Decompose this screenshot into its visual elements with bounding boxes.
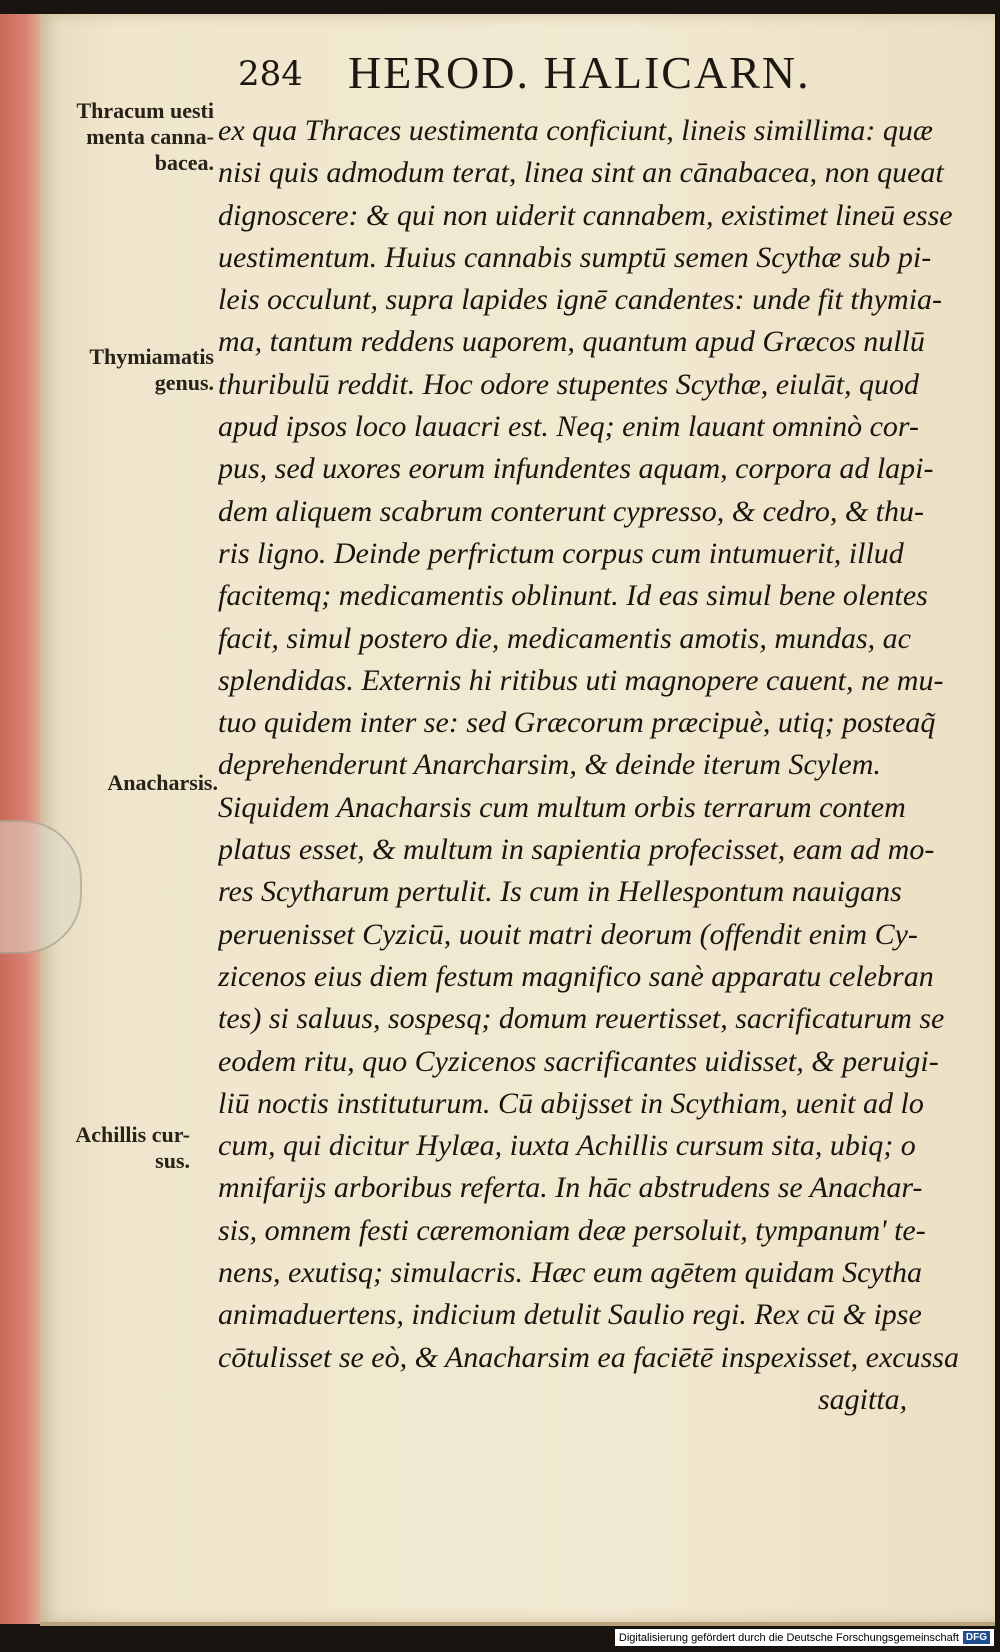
text-line: pus, sed uxores eorum infundentes aquam, corpora ad lapi- <box>218 452 934 486</box>
marginal-note-line: bacea. <box>154 150 214 175</box>
page-header <box>238 46 898 106</box>
footer-text: Digitalisierung gefördert durch die Deutsche Forschungsgemeinschaft <box>618 1631 959 1644</box>
marginal-note-line: Anacharsis. <box>107 770 218 795</box>
marginal-note-line: menta canna- <box>86 124 214 149</box>
text-line: nisi quis admodum terat, linea sint an cānabacea, non queat <box>218 156 944 190</box>
text-line: ex qua Thraces uestimenta conficiunt, lineis simillima: quæ <box>218 114 933 147</box>
text-line: apud ipsos loco lauacri est. Neq; enim lauant omninò cor- <box>218 410 920 444</box>
catchword: sagitta, <box>818 1382 908 1416</box>
marginal-note-line: Thymiamatis <box>89 344 214 369</box>
text-line: cum, qui dicitur Hylæa, iuxta Achillis cursum sita, ubiq; o <box>218 1129 916 1163</box>
text-line: mnifarijs arboribus referta. In hāc abstrudens se Anachar- <box>218 1171 923 1205</box>
text-line: dignoscere: & qui non uiderit cannabem, existimet lineū esse <box>218 198 953 232</box>
text-line: tuo quidem inter se: sed Græcorum præcipuè, utiq; posteaq̃ <box>218 706 936 740</box>
marginal-note <box>54 344 214 396</box>
marginal-note <box>44 1122 190 1174</box>
text-line: animaduertens, indicium detulit Saulio regi. Rex cū & ipse <box>218 1298 922 1332</box>
text-line: thuribulū reddit. Hoc odore stupentes Scythæ, eiulāt, quod <box>218 367 920 401</box>
marginal-note-line: Achillis cur- <box>75 1122 190 1147</box>
text-line: nens, exutisq; simulacris. Hæc eum agētem quidam Scytha <box>218 1256 923 1290</box>
text-line: facit, simul postero die, medicamentis amotis, mundas, ac <box>218 621 911 655</box>
page-number: 284 <box>238 54 303 94</box>
text-line: ris ligno. Deinde perfrictum corpus cum intumuerit, illud <box>218 536 904 570</box>
text-line: deprehenderunt Anarcharsim, & deinde iterum Scylem. <box>218 748 881 782</box>
marginal-note-line: genus. <box>154 370 214 395</box>
text-line: eodem ritu, quo Cyzicenos sacrificantes uidisset, & peruigi- <box>218 1044 939 1078</box>
running-head: HEROD. HALICARN. <box>348 47 811 98</box>
digitization-credit <box>615 1629 994 1646</box>
body-text <box>218 110 978 1421</box>
text-line: Siquidem Anacharsis cum multum orbis terrarum contem <box>218 790 906 824</box>
text-line: sis, omnem festi cæremoniam deæ persoluit, tympanum' te- <box>218 1213 926 1247</box>
text-line: splendidas. Externis hi ritibus uti magnopere cauent, ne mu- <box>218 663 944 697</box>
dfg-logo: DFG <box>963 1631 990 1644</box>
text-line: platus esset, & multum in sapientia profecisset, eam ad mo- <box>218 833 935 867</box>
text-line: dem aliquem scabrum conterunt cypresso, & cedro, & thu- <box>218 494 924 528</box>
text-line: res Scytharum pertulit. Is cum in Hellespontum nauigans <box>218 875 902 909</box>
text-line: tes) si saluus, sospesq; domum reuertisset, sacrificaturum se <box>218 1002 945 1036</box>
text-line: zicenos eius diem festum magnifico sanè apparatu celebran <box>218 959 934 993</box>
text-line: liū noctis instituturum. Cū abijsset in Scythiam, uenit ad lo <box>218 1086 924 1120</box>
marginal-note <box>54 98 214 176</box>
text-line: uestimentum. Huius cannabis sumptū semen Scythæ sub pi- <box>218 240 932 274</box>
marginal-note-line: Thracum uesti <box>76 98 214 123</box>
text-line: facitemq; medicamentis oblinunt. Id eas simul bene olentes <box>218 579 928 613</box>
text-line: peruenisset Cyzicū, uouit matri deorum (offendit enim Cy- <box>218 917 918 951</box>
marginal-note-line: sus. <box>155 1148 190 1173</box>
text-line: cōtulisset se eò, & Anacharsim ea faciētē inspexisset, excussa <box>218 1340 959 1374</box>
text-line: ma, tantum reddens uaporem, quantum apud Græcos nullū <box>218 325 925 359</box>
marginal-note <box>54 770 218 796</box>
text-line: leis occulunt, supra lapides ignē candentes: unde fit thymia- <box>218 283 943 317</box>
